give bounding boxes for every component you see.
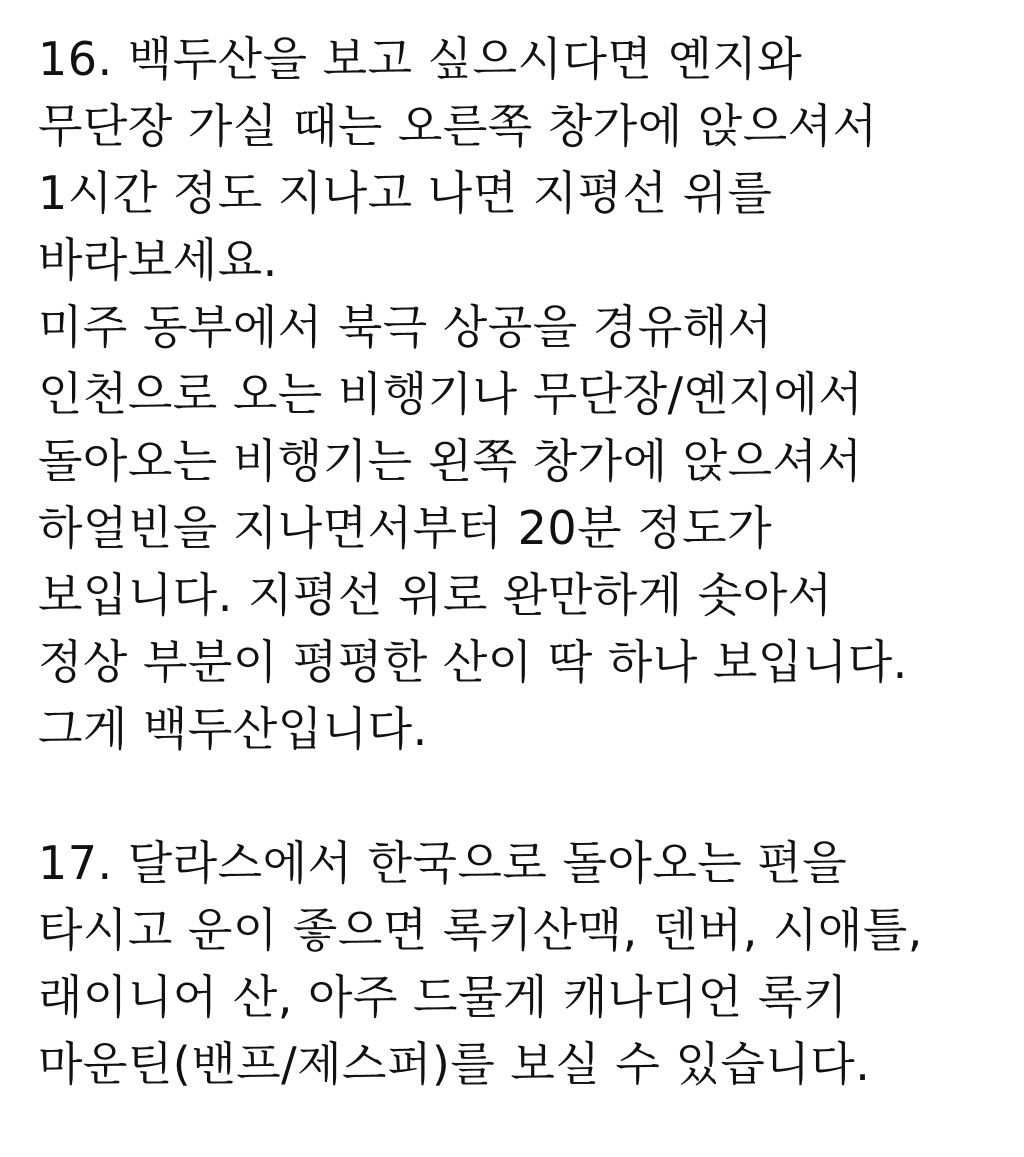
paragraph-17 <box>38 830 1008 1098</box>
text-line: 돌아오는 비행기는 왼쪽 창가에 앉으셔서 <box>38 434 863 488</box>
text-line: 타시고 운이 좋으면 록키산맥, 덴버, 시애틀, <box>38 903 923 957</box>
text-line: 16. 백두산을 보고 싶으시다면 옌지와 <box>38 32 803 86</box>
text-line: 하얼빈을 지나면서부터 20분 정도가 <box>38 501 773 555</box>
text-line: 17. 달라스에서 한국으로 돌아오는 편을 <box>38 836 848 890</box>
text-line: 마운틴(밴프/제스퍼)를 보실 수 있습니다. <box>38 1037 871 1091</box>
text-line: 무단장 가실 때는 오른쪽 창가에 앉으셔서 <box>38 99 878 153</box>
text-line: 보입니다. 지평선 위로 완만하게 솟아서 <box>38 568 833 622</box>
text-line: 정상 부분이 평평한 산이 딱 하나 보입니다. <box>38 635 908 689</box>
document-text <box>38 26 1008 1098</box>
text-line: 그게 백두산입니다. <box>38 702 428 756</box>
text-line: 래이니어 산, 아주 드물게 캐나디언 록키 <box>38 970 848 1024</box>
text-line: 인천으로 오는 비행기나 무단장/옌지에서 <box>38 367 864 421</box>
text-line: 1시간 정도 지나고 나면 지평선 위를 <box>38 166 773 220</box>
text-line: 미주 동부에서 북극 상공을 경유해서 <box>38 300 773 354</box>
paragraph-spacer <box>38 763 1008 830</box>
paragraph-16 <box>38 26 1008 763</box>
text-line: 바라보세요. <box>38 233 278 287</box>
